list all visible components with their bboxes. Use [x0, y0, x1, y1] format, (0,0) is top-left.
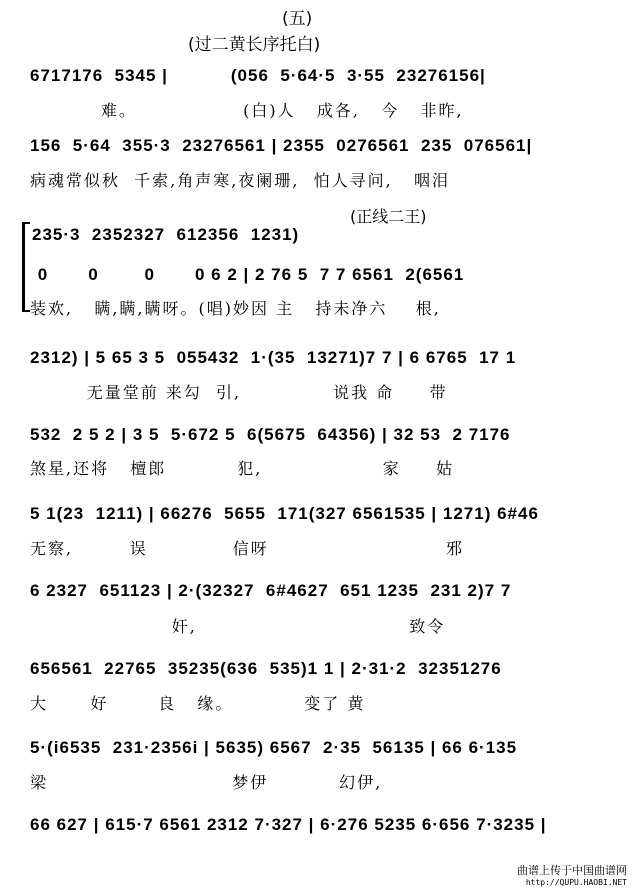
notation-line-2: 156 5·64 355·3 23276561 | 2355 0276561 235 076561| — [30, 136, 533, 155]
lyrics-line-6: 煞星,还将 檀郎 犯, 家 姑 — [30, 459, 455, 478]
system-brace — [22, 222, 30, 312]
notation-line-11: 66 627 | 615·7 6561 2312 7·327 | 6·276 5235 6·656 7·3235 | — [30, 815, 547, 834]
section-label: (正线二王) — [350, 207, 427, 226]
lyrics-line-10: 梁 梦伊 幻伊, — [30, 773, 383, 792]
lyrics-line-1: 难。 (白)人 成各, 今 非昨, — [30, 101, 464, 120]
lyrics-line-2: 病魂常似秋 千索,角声寒,夜阑珊, 怕人寻问, 咽泪 — [30, 171, 450, 190]
lyrics-line-8: 奸, 致令 — [30, 617, 446, 636]
notation-line-9: 656561 22765 35235(636 535)1 1 | 2·31·2 32351276 — [30, 659, 502, 678]
lyrics-line-4: 装欢, 瞒,瞒,瞒呀。(唱)妙因 主 持未净六 根, — [30, 299, 441, 318]
notation-line-6: 532 2 5 2 | 3 5 5·672 5 6(5675 64356) | 32 53 2 7176 — [30, 425, 511, 444]
notation-line-1: 6717176 5345 | (056 5·64·5 3·55 23276156| — [30, 66, 486, 85]
score-subtitle: (过二黄长序托白) — [188, 35, 321, 55]
notation-line-10: 5·(i6535 231·2356i | 5635) 6567 2·35 56135 | 66 6·135 — [30, 738, 518, 757]
lyrics-line-5: 无量堂前 来勾 引, 说我 命 带 — [30, 383, 448, 402]
lyrics-line-7: 无察, 误 信呀 邪 — [30, 539, 464, 558]
watermark-url: http://QUPU.HAOBI.NET — [525, 878, 627, 887]
watermark-site-name: 曲谱上传于中国曲谱网 — [517, 864, 627, 877]
notation-line-3: 235·3 2352327 612356 1231) — [32, 225, 300, 244]
score-section-title: (五) — [282, 9, 313, 29]
lyrics-line-9: 大 好 良 缘。 变了 黄 — [30, 694, 366, 713]
notation-line-5: 2312) | 5 65 3 5 055432 1·(35 13271)7 7 | 6 6765 17 1 — [30, 348, 517, 367]
notation-line-8: 6 2327 651123 | 2·(32327 6#4627 651 1235 231 2)7 7 — [30, 581, 512, 600]
notation-line-7: 5 1(23 1211) | 66276 5655 171(327 6561535 | 1271) 6#46 — [30, 504, 539, 523]
notation-line-4: 0 0 0 0 6 2 | 2 76 5 7 7 6561 2(6561 — [32, 265, 465, 284]
